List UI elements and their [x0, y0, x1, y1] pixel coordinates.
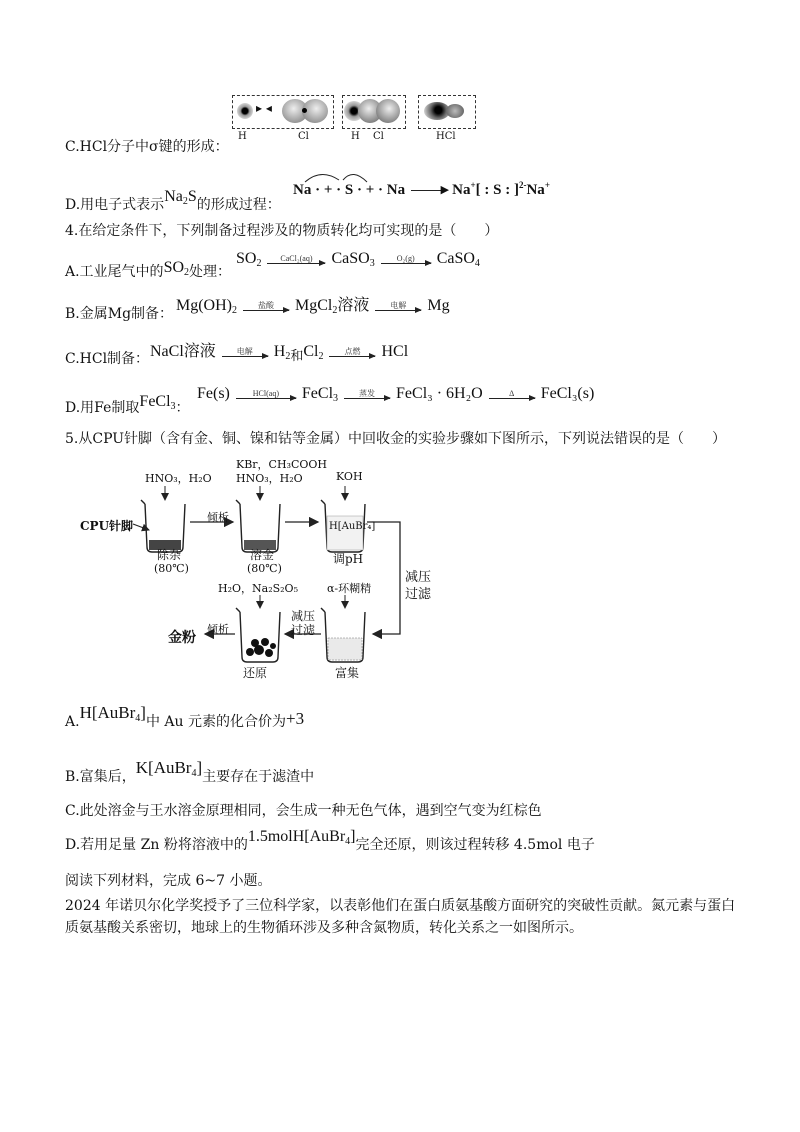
arrow-b1	[243, 310, 289, 311]
option-c-hcl-sigma: C.HCl分子中σ键的形成：	[65, 139, 229, 155]
q4-option-d-equation: Fe(s) HCl(aq) FeCl$_3$ 蒸发 FeCl₃ · 6H₂O Δ FeCl₃(s)	[197, 385, 595, 404]
q4-option-b-equation: $Mg(OH)_2$ 盐酸 MgCl$_2$溶液 电解 Mg	[176, 297, 450, 316]
flow-reagent-4: α-环糊精	[327, 582, 372, 595]
q4-option-c-label: C.HCl制备：	[65, 351, 150, 367]
flow-step3-content: H[AuBr₄]	[329, 521, 376, 532]
q5-option-b: B.富集后，K[AuBr$_4$]主要存在于滤渣中	[65, 758, 315, 785]
question-5-stem: 5.从CPU针脚（含有金、铜、镍和钴等金属）中回收金的实验步骤如下图所示，下列说法错误的是（ ）	[65, 431, 727, 447]
flow-arrow1-label: 倾析	[207, 511, 229, 524]
flow-step2: 溶金	[250, 548, 275, 562]
flow-step1-temp: (80℃)	[154, 562, 189, 575]
reading-intro: 阅读下列材料，完成 6~7 小题。	[65, 873, 272, 889]
reaction-arrow	[411, 190, 445, 191]
hcl-orbital-b	[446, 104, 464, 118]
arrow-a1	[267, 263, 325, 264]
flow-input-cpu: CPU针脚	[80, 519, 134, 533]
h-orbital	[237, 103, 253, 119]
orbital-label-cl: Cl	[298, 131, 309, 142]
q5-option-c: C.此处溶金与王水溶金原理相同，会生成一种无色气体，遇到空气变为红棕色	[65, 803, 542, 819]
arrow-b2	[375, 310, 421, 311]
q4-option-a-label: A.工业尾气中的$SO_2$处理：	[65, 259, 232, 280]
flow-reagent-2b: HNO₃，H₂O	[236, 472, 303, 485]
overlap-orbital-2	[376, 99, 400, 123]
arrow-a2	[381, 263, 431, 264]
orbital-label-hcl: HCl	[436, 131, 456, 142]
orbital-label-h2: H	[351, 131, 360, 142]
orbital-label-cl2: Cl	[373, 131, 384, 142]
cl-nucleus	[302, 108, 307, 113]
flow-product: 金粉	[168, 630, 196, 646]
na2s-electron-equation: Na · + · S · + · Na ▸ Na+[ : S : ]$^{2-}$Na+	[293, 180, 550, 199]
approach-arrows: ▸ ◂	[256, 101, 272, 115]
flow-step3: 调pH	[333, 552, 364, 566]
arrow-d2	[344, 398, 390, 399]
flow-mid-2: 过滤	[291, 623, 316, 637]
arrow-c2	[329, 356, 375, 357]
arrow-filter-loop	[367, 522, 400, 634]
q4-option-a-equation: $SO_2$ CaCl₂(aq) CaSO$_3$ O₂(g) CaSO$_4$	[236, 250, 480, 269]
reading-paragraph-line-2: 质氨基酸关系密切，地球上的生物循环涉及多种含氮物质，转化关系之一如图所示。	[65, 920, 583, 936]
arrow-d1	[236, 398, 296, 399]
electron-transfer-arcs	[301, 172, 371, 184]
flow-side-2: 过滤	[405, 587, 432, 602]
arrow-d3	[489, 398, 535, 399]
q5-option-d: D.若用足量 Zn 粉将溶液中的1.5molH[AuBr$_4$]完全还原，则该过程转移 4.5mol 电子	[65, 828, 595, 853]
arrow-c1	[222, 356, 268, 357]
question-4-stem: 4.在给定条件下，下列制备过程涉及的物质转化均可实现的是（ ）	[65, 223, 499, 239]
orbital-figure	[232, 95, 474, 147]
q4-option-b-label: B.金属Mg制备：	[65, 306, 174, 322]
flow-step4: 富集	[335, 666, 360, 680]
reading-paragraph-line-1: 2024 年诺贝尔化学奖授予了三位科学家，以表彰他们在蛋白质氨基酸方面研究的突破性贡献。氮元素与蛋白	[65, 898, 736, 914]
flow-side-1: 减压	[405, 570, 432, 585]
flow-mid-1: 减压	[291, 609, 316, 623]
option-d-na2s: D.用电子式表示$Na_2S$的形成过程：	[65, 188, 281, 213]
gold-powder-particles	[246, 638, 276, 657]
q5-option-a: A.H[AuBr$_4$]中 Au 元素的化合价为+3	[65, 703, 305, 730]
flow-reagent-1: HNO₃，H₂O	[145, 472, 212, 485]
beaker-4-layer	[328, 638, 362, 660]
orbital-label-h: H	[238, 131, 247, 142]
flow-step5: 还原	[243, 666, 268, 680]
flow-reagent-3: KOH	[336, 470, 363, 483]
flow-arrow-end-label: 倾析	[207, 623, 229, 636]
flow-step1: 除杂	[157, 548, 182, 562]
flow-reagent-5: H₂O，Na₂S₂O₅	[218, 582, 298, 595]
flow-step2-temp: (80℃)	[247, 562, 282, 575]
q4-option-c-equation: NaCl溶液 电解 $H_{2和}Cl_2$ 点燃 HCl	[150, 343, 409, 363]
q4-option-d-label: D.用Fe制取FeCl$_3$：	[65, 393, 190, 416]
flow-reagent-2a: KBr，CH₃COOH	[236, 458, 328, 471]
